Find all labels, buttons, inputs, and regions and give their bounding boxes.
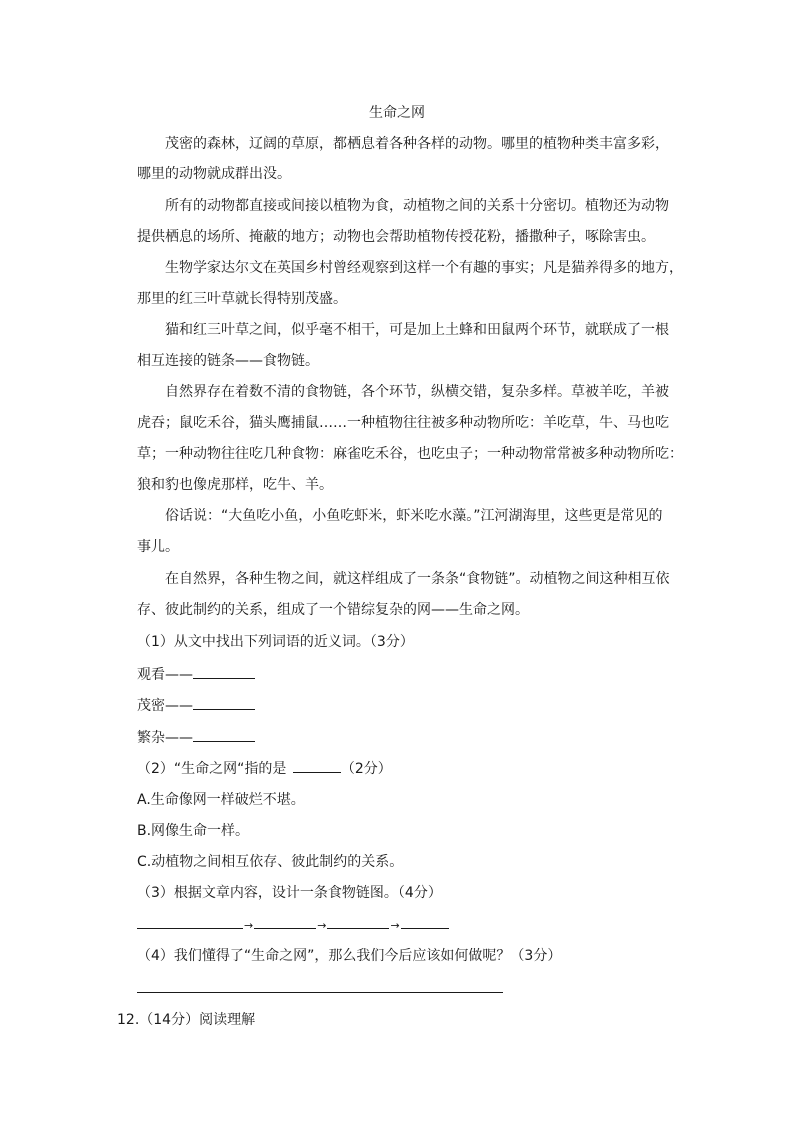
food-chain-blank-1[interactable]	[137, 914, 243, 929]
food-chain-arrow-1: →	[244, 919, 254, 932]
q1-item-2	[137, 695, 255, 716]
paragraph-5-line-3: 草；一种动物往往吃几种食物：麻雀吃禾谷，也吃虫子；一种动物常常被多种动物所吃：	[137, 446, 683, 462]
next-section-heading: 12.（14分）阅读理解	[117, 1012, 256, 1028]
paragraph-7-line-1: 在自然界，各种生物之间，就这样组成了一条条“食物链”。动植物之间这种相互依	[165, 571, 670, 587]
paragraph-5-line-2: 虎吞；鼠吃禾谷，猫头鹰捕鼠……一种植物往往被多种动物所吃：羊吃草，牛、马也吃	[137, 415, 669, 431]
question-3: （3）根据文章内容，设计一条食物链图。（4分）	[137, 885, 442, 901]
paragraph-4-line-2: 相互连接的链条——食物链。	[137, 353, 319, 369]
q1-item-3	[137, 727, 255, 748]
q2-option-b: B.网像生命一样。	[137, 823, 250, 839]
q1-item-1-label: 观看——	[137, 667, 193, 683]
q1-item-2-label: 茂密——	[137, 698, 193, 714]
paragraph-5-line-4: 狼和豹也像虎那样，吃牛、羊。	[137, 477, 333, 493]
question-2-text: （2）“生命之网“指的是	[137, 761, 287, 777]
food-chain-answer-row	[137, 914, 449, 936]
food-chain-blank-4[interactable]	[401, 914, 449, 929]
question-1: （1）从文中找出下列词语的近义词。（3分）	[137, 634, 414, 650]
food-chain-arrow-2: →	[317, 919, 327, 932]
question-4: （4）我们懂得了“生命之网”，那么我们今后应该如何做呢？（3分）	[137, 948, 562, 964]
paragraph-1-line-1: 茂密的森林，辽阔的草原，都栖息着各种各样的动物。哪里的植物种类丰富多彩，	[165, 136, 669, 152]
question-2-score: （2分）	[340, 761, 392, 777]
paragraph-2-line-1: 所有的动物都直接或间接以植物为食，动植物之间的关系十分密切。植物还为动物	[165, 198, 669, 214]
q1-item-3-label: 繁杂——	[137, 730, 193, 746]
q2-answer-blank[interactable]	[293, 758, 341, 773]
paragraph-6-line-1: 俗话说：“大鱼吃小鱼，小鱼吃虾米，虾米吃水藻。”江河湖海里，这些更是常见的	[165, 508, 663, 524]
q1-answer-blank-3[interactable]	[193, 727, 255, 742]
paragraph-4-line-1: 猫和红三叶草之间，似乎毫不相干，可是加上土蜂和田鼠两个环节，就联成了一根	[165, 322, 669, 338]
food-chain-blank-2[interactable]	[254, 914, 316, 929]
paragraph-2-line-2: 提供栖息的场所、掩蔽的地方；动物也会帮助植物传授花粉，播撒种子，啄除害虫。	[137, 229, 655, 245]
food-chain-blank-3[interactable]	[327, 914, 389, 929]
q2-option-a: A.生命像网一样破烂不堪。	[137, 792, 305, 808]
paragraph-3-line-1: 生物学家达尔文在英国乡村曾经观察到这样一个有趣的事实；凡是猫养得多的地方，	[165, 260, 683, 276]
paragraph-6-line-2: 事儿。	[137, 539, 179, 555]
paragraph-5-line-1: 自然界存在着数不清的食物链，各个环节，纵横交错，复杂多样。草被羊吃，羊被	[165, 384, 669, 400]
paragraph-7-line-2: 存、彼此制约的关系，组成了一个错综复杂的网——生命之网。	[137, 602, 529, 618]
paragraph-1-line-2: 哪里的动物就成群出没。	[137, 166, 291, 182]
passage-title: 生命之网	[369, 105, 425, 121]
paragraph-3-line-2: 那里的红三叶草就长得特别茂盛。	[137, 291, 347, 307]
q1-item-1	[137, 664, 255, 685]
question-2	[137, 758, 392, 779]
food-chain-arrow-3: →	[390, 919, 400, 932]
q1-answer-blank-1[interactable]	[193, 664, 255, 679]
q2-option-c: C.动植物之间相互依存、彼此制约的关系。	[137, 854, 404, 870]
q1-answer-blank-2[interactable]	[193, 695, 255, 710]
q4-answer-line[interactable]	[137, 992, 503, 993]
